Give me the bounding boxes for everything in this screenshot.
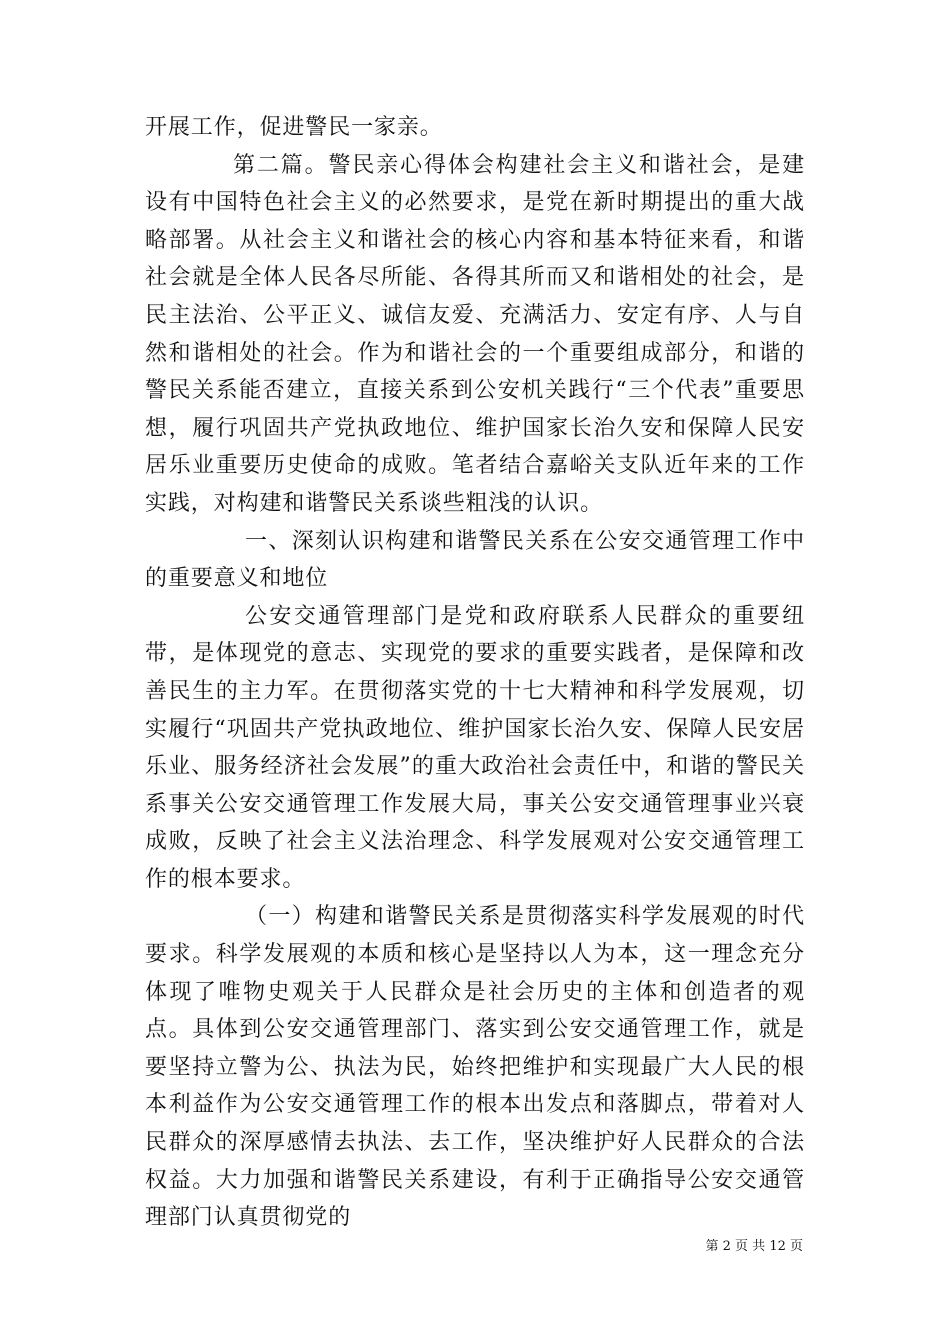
paragraph-subsection-1: （一）构建和谐警民关系是贯彻落实科学发展观的时代要求。科学发展观的本质和核心是坚持以人为本，这一理念充分体现了唯物史观关于人民群众是社会历史的主体和创造者的观点。具体到公安交通管理部门、落实到公安交通管理工作，就是要坚持立警为公、执法为民，始终把维护和实现最广大人民的根本利益作为公安交通管理工作的根本出发点和落脚点，带着对人民群众的深厚感情去执法、去工作，坚决维护好人民群众的合法权益。大力加强和谐警民关系建设，有利于正确指导公安交通管理部门认真贯彻党的 xyxy=(145,904,805,1231)
paragraph-section-1: 公安交通管理部门是党和政府联系人民群众的重要纽带，是体现党的意志、实现党的要求的重要实践者，是保障和改善民生的主力军。在贯彻落实党的十七大精神和科学发展观，切实履行“巩固共产党执政地位、维护国家长治久安、保障人民安居乐业、服务经济社会发展”的重大政治社会责任中，和谐的警民关系事关公安交通管理工作发展大局，事关公安交通管理事业兴衰成败，反映了社会主义法治理念、科学发展观对公安交通管理工作的根本要求。 xyxy=(145,603,805,892)
paragraph-article-intro: 第二篇。警民亲心得体会构建社会主义和谐社会，是建设有中国特色社会主义的必然要求，是党在新时期提出的重大战略部署。从社会主义和谐社会的核心内容和基本特征来看，和谐社会就是全体人民各尽所能、各得其所而又和谐相处的社会，是民主法治、公平正义、诚信友爱、充满活力、安定有序、人与自然和谐相处的社会。作为和谐社会的一个重要组成部分，和谐的警民关系能否建立，直接关系到公安机关践行“三个代表”重要思想，履行巩固共产党执政地位、维护国家长治久安和保障人民安居乐业重要历史使命的成败。笔者结合嘉峪关支队近年来的工作实践，对构建和谐警民关系谈些粗浅的认识。 xyxy=(145,152,805,516)
page-number: 第 2 页 共 12 页 xyxy=(705,1239,803,1254)
document-body xyxy=(145,109,805,1237)
paragraph-continuation: 开展工作，促进警民一家亲。 xyxy=(145,115,443,140)
section-heading-1: 一、深刻认识构建和谐警民关系在公安交通管理工作中的重要意义和地位 xyxy=(145,528,805,592)
